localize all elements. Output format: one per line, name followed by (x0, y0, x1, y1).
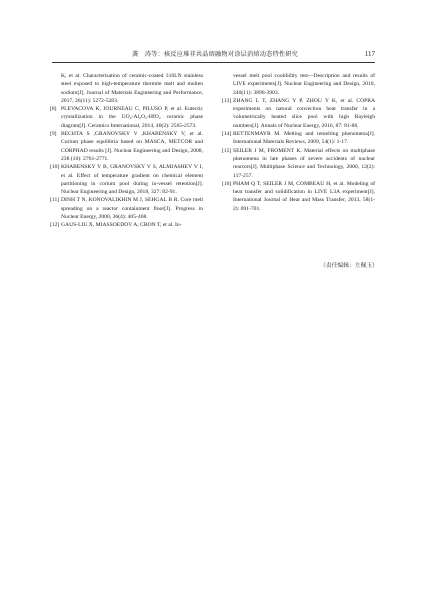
reference-item (222, 130, 375, 147)
reference-number: [8] (50, 106, 57, 113)
reference-text: K, et al. Characterisation of ceramic-coated 316LN stainless steel exposed to high-temperature thermite melt and molten sodium[J]. Journal of Materials Engineering and Performance, 2017, 26(11): 5272-5283. (61, 73, 203, 104)
references-left-column (50, 72, 203, 230)
page-number: 117 (364, 50, 375, 58)
running-header (52, 50, 375, 63)
editor-note: （责任编辑：左佩玉） (320, 263, 378, 269)
reference-item (222, 180, 375, 213)
reference-text: RETTENMAYR M. Melting and remelting phenomena[J]. International Materials Reviews, 2009, 54(1): 1-17. (233, 131, 375, 146)
reference-text: vessel melt pool coolibility test—Description and results of LIVE experiments[J]. Nuclear Engineering and Design, 2010, 240(11): 3898-3903. (233, 73, 375, 96)
reference-item (222, 97, 375, 130)
reference-item (222, 147, 375, 180)
reference-text: ZHANG L T, ZHANG Y P, ZHOU Y K, et al. COPRA experiments on natural convection heat transfer in a volumetrically heated slice pool with high Rayleigh numbers[J]. Annals of Nuclear Energy, 2016, 87: 81-88. (233, 97, 375, 129)
reference-number: [10] (50, 164, 60, 171)
reference-number: [13] (222, 97, 232, 104)
reference-number: [16] (222, 180, 232, 187)
reference-item (222, 72, 375, 97)
reference-text: PLEVACOVA K, JOURNEAU C, PILUSO P, et al. Eutectic crystallization in the UO₂-Al₂O₃-HfO₂ ceramic phase diagram[J]. Ceramics International, 2014, 40(2): 2565-2573. (61, 106, 203, 129)
reference-number: [15] (222, 147, 232, 154)
references-right-column (222, 72, 375, 213)
reference-item (50, 196, 203, 221)
reference-item (50, 163, 203, 196)
running-title: 龚 涛等：核反应堆非共晶熔融物对涂层消熔动态特性研究 (132, 51, 299, 58)
reference-item (50, 221, 203, 229)
reference-text: KHABENSKY V B, GRANOVSKY V S, ALMJASHEV V I, et al. Effect of temperature gradient on chemical element partitioning in corium pool during in-vessel retention[J]. Nuclear Engineering and Design, 2018, 327: 82-91. (61, 164, 203, 196)
reference-number: [11] (50, 197, 60, 204)
reference-text: SEILER J M, FROMENT K. Material effects on multiphase phenomena in late phases of severe accidents of nuclear reactors[J]. Multiphase Science and Technology, 2000, 12(2): 117-257. (233, 147, 375, 179)
reference-number: [9] (50, 131, 57, 138)
reference-number: [12] (50, 222, 60, 229)
reference-item (50, 130, 203, 163)
reference-text: DINH T N, KONOVALIKHIN M J, SEHGAL B R. Core melt spreading on a reactor containment floor[J]. Progress in Nuclear Energy, 2000, 36(4): 405-468. (61, 197, 203, 221)
reference-text: GAUS-LIU X, MIASSOEDOV A, CRON T, et al. In- (61, 222, 182, 229)
reference-item (50, 72, 203, 105)
reference-text: BECHTA S ,GRANOVSKY V ,KHABENSKY V, et al. Corium phase equilibria based on MASCA, METCOR and CORPHAD results [J]. Nuclear Engineering and Design, 2008, 238 (10): 2761-2771. (61, 131, 203, 162)
reference-text: PHAM Q T, SEILER J M, COMBEAU H, et al. Modeling of heat transfer and solidification in LIVE L3A experiment[J]. International Journal of Heat and Mass Transfer, 2013, 58(1-2): 691-701. (233, 180, 375, 212)
reference-item (50, 105, 203, 130)
reference-number: [14] (222, 131, 232, 138)
